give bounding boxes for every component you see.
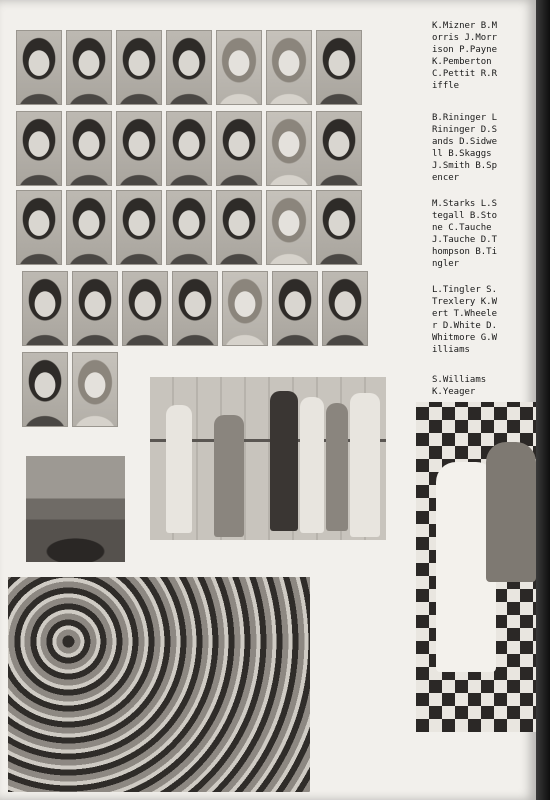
student-portrait [216, 190, 262, 265]
student-portrait [116, 111, 162, 186]
student-portrait [166, 111, 212, 186]
student-portrait [166, 190, 212, 265]
student-portrait [66, 30, 112, 105]
student-portrait [16, 30, 62, 105]
book-spine-shadow [536, 0, 550, 800]
photo-figure [166, 405, 192, 533]
student-names-group: M.Starks L.S tegall B.Sto ne C.Tauche J.Tauche D.T hompson B.Ti ngler [432, 199, 498, 269]
student-portrait [22, 271, 68, 346]
student-portrait [116, 30, 162, 105]
candid-photo-basketball [26, 456, 125, 562]
photo-figure [486, 442, 536, 582]
student-portrait [16, 111, 62, 186]
student-names-group: B.Rininger L Rininger D.S ands D.Sidwe ll B.Skaggs J.Smith B.Sp encer [432, 113, 498, 183]
student-portrait [122, 271, 168, 346]
student-portrait [322, 271, 368, 346]
student-portrait [22, 352, 68, 427]
student-portrait [116, 190, 162, 265]
student-portrait [172, 271, 218, 346]
student-portrait [316, 30, 362, 105]
student-portrait [316, 190, 362, 265]
student-portrait [66, 111, 112, 186]
student-names-group: K.Mizner B.M orris J.Morr ison P.Payne K.Pemberton C.Pettit R.R iffle [432, 21, 498, 91]
photo-figure [214, 415, 244, 537]
student-portrait [266, 111, 312, 186]
student-portrait [272, 271, 318, 346]
student-portrait [266, 30, 312, 105]
student-names-group: S.Williams K.Yeager [432, 375, 487, 397]
student-portrait [266, 190, 312, 265]
student-portrait [72, 271, 118, 346]
photo-figure [270, 391, 298, 531]
student-portrait [72, 352, 118, 427]
candid-photo-dancing [150, 377, 386, 540]
student-portrait [222, 271, 268, 346]
student-portrait [316, 111, 362, 186]
photo-figure [326, 403, 348, 531]
student-portrait [166, 30, 212, 105]
student-portrait [216, 30, 262, 105]
photo-figure [350, 393, 380, 537]
student-names-group: L.Tingler S. Trexlery K.W ert T.Wheele r D.White D. Whitmore G.W illiams [432, 285, 498, 355]
student-portrait [16, 190, 62, 265]
candid-photo-crowd [8, 577, 310, 792]
student-portrait [216, 111, 262, 186]
student-portrait [66, 190, 112, 265]
photo-figure [300, 397, 324, 533]
candid-photo-students [416, 402, 540, 732]
